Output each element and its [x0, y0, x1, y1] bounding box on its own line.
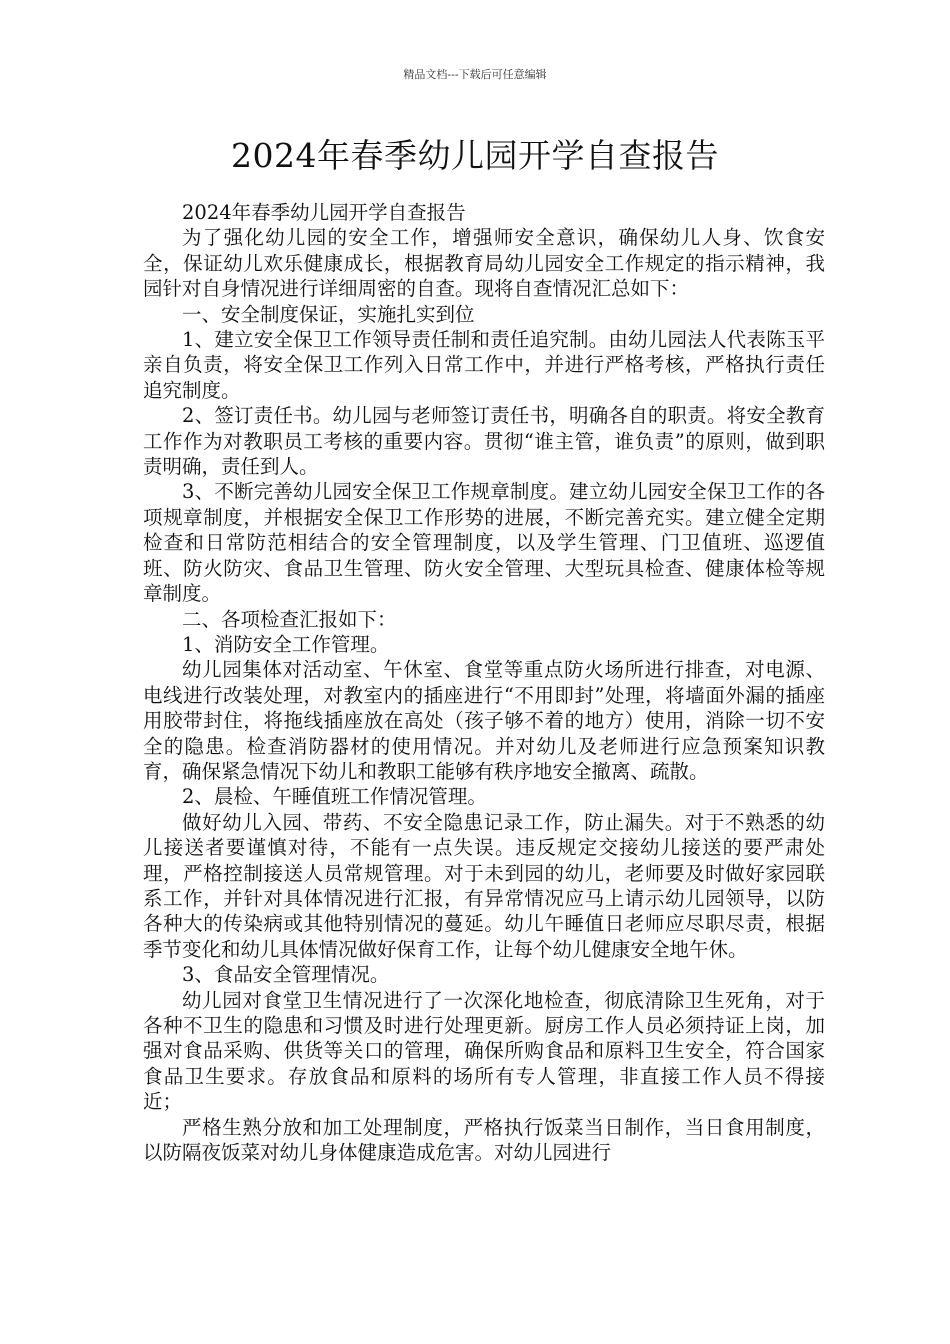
paragraph: 1、建立安全保卫工作领导责任制和责任追究制。由幼儿园法人代表陈玉平亲自负责，将安全保卫工作列入日常工作中，并进行严格考核，严格执行责任追究制度。 [143, 328, 825, 402]
paragraph: 为了强化幼儿园的安全工作，增强师安全意识，确保幼儿人身、饮食安全，保证幼儿欢乐健康成长，根据教育局幼儿园安全工作规定的指示精神，我园针对自身情况进行详细周密的自查。现将自查情况汇总如下： [143, 226, 825, 301]
paragraph: 幼儿园对食堂卫生情况进行了一次深化地检查，彻底清除卫生死角，对于各种不卫生的隐患和习惯及时进行处理更新。厨房工作人员必须持证上岗，加强对食品采购、供货等关口的管理，确保所购食品和原料卫生安全，符合国家食品卫生要求。存放食品和原料的场所有专人管理，非直接工作人员不得接近； [143, 988, 825, 1114]
page-header: 精品文档---下载后可任意编辑 [403, 68, 547, 81]
paragraph: 做好幼儿入园、带药、不安全隐患记录工作，防止漏失。对于不熟悉的幼儿接送者要谨慎对待，不能有一点失误。违反规定交接幼儿接送的要严肃处理，严格控制接送人员常规管理。对于未到园的幼儿，老师要及时做好家园联系工作，并针对具体情况进行汇报，有异常情况应马上请示幼儿园领导，以防各种大的传染病或其他特别情况的蔓延。幼儿午睡值日老师应尽职尽责，根据季节变化和幼儿具体情况做好保育工作，让每个幼儿健康安全地午休。 [143, 810, 825, 961]
subsection-heading: 3、食品安全管理情况。 [182, 963, 390, 987]
section-heading: 一、安全制度保证，实施扎实到位 [182, 302, 475, 326]
paragraph: 3、不断完善幼儿园安全保卫工作规章制度。建立幼儿园安全保卫工作的各项规章制度，并根据安全保卫工作形势的进展，不断完善充实。建立健全定期检查和日常防范相结合的安全管理制度，以及学生管理、门卫值班、巡逻值班、防火防灾、食品卫生管理、防火安全管理、大型玩具检查、健康体检等规章制度。 [143, 480, 825, 606]
subsection-heading: 2、晨检、午睡值班工作情况管理。 [182, 785, 487, 809]
section-heading: 二、各项检查汇报如下： [182, 607, 397, 631]
document-body [143, 200, 825, 1165]
paragraph: 幼儿园集体对活动室、午休室、食堂等重点防火场所进行排查，对电源、电线进行改装处理，对教室内的插座进行“不用即封”处理，将墙面外漏的插座用胶带封住，将拖线插座放在高处（孩子够不着的地方）使用，消除一切不安全的隐患。检查消防器材的使用情况。并对幼儿及老师进行应急预案知识教育，确保紧急情况下幼儿和教职工能够有秩序地安全撤离、疏散。 [143, 658, 825, 783]
paragraph: 严格生熟分放和加工处理制度，严格执行饭菜当日制作，当日食用制度，以防隔夜饭菜对幼儿身体健康造成危害。对幼儿园进行 [143, 1115, 825, 1165]
document-title: 2024年春季幼儿园开学自查报告 [231, 136, 719, 175]
subsection-heading: 1、消防安全工作管理。 [182, 632, 390, 656]
paragraph: 2、签订责任书。幼儿园与老师签订责任书，明确各自的职责。将安全教育工作作为对教职员工考核的重要内容。贯彻“谁主管，谁负责”的原则，做到职责明确，责任到人。 [143, 404, 825, 479]
paragraph: 2024年春季幼儿园开学自查报告 [182, 201, 466, 224]
